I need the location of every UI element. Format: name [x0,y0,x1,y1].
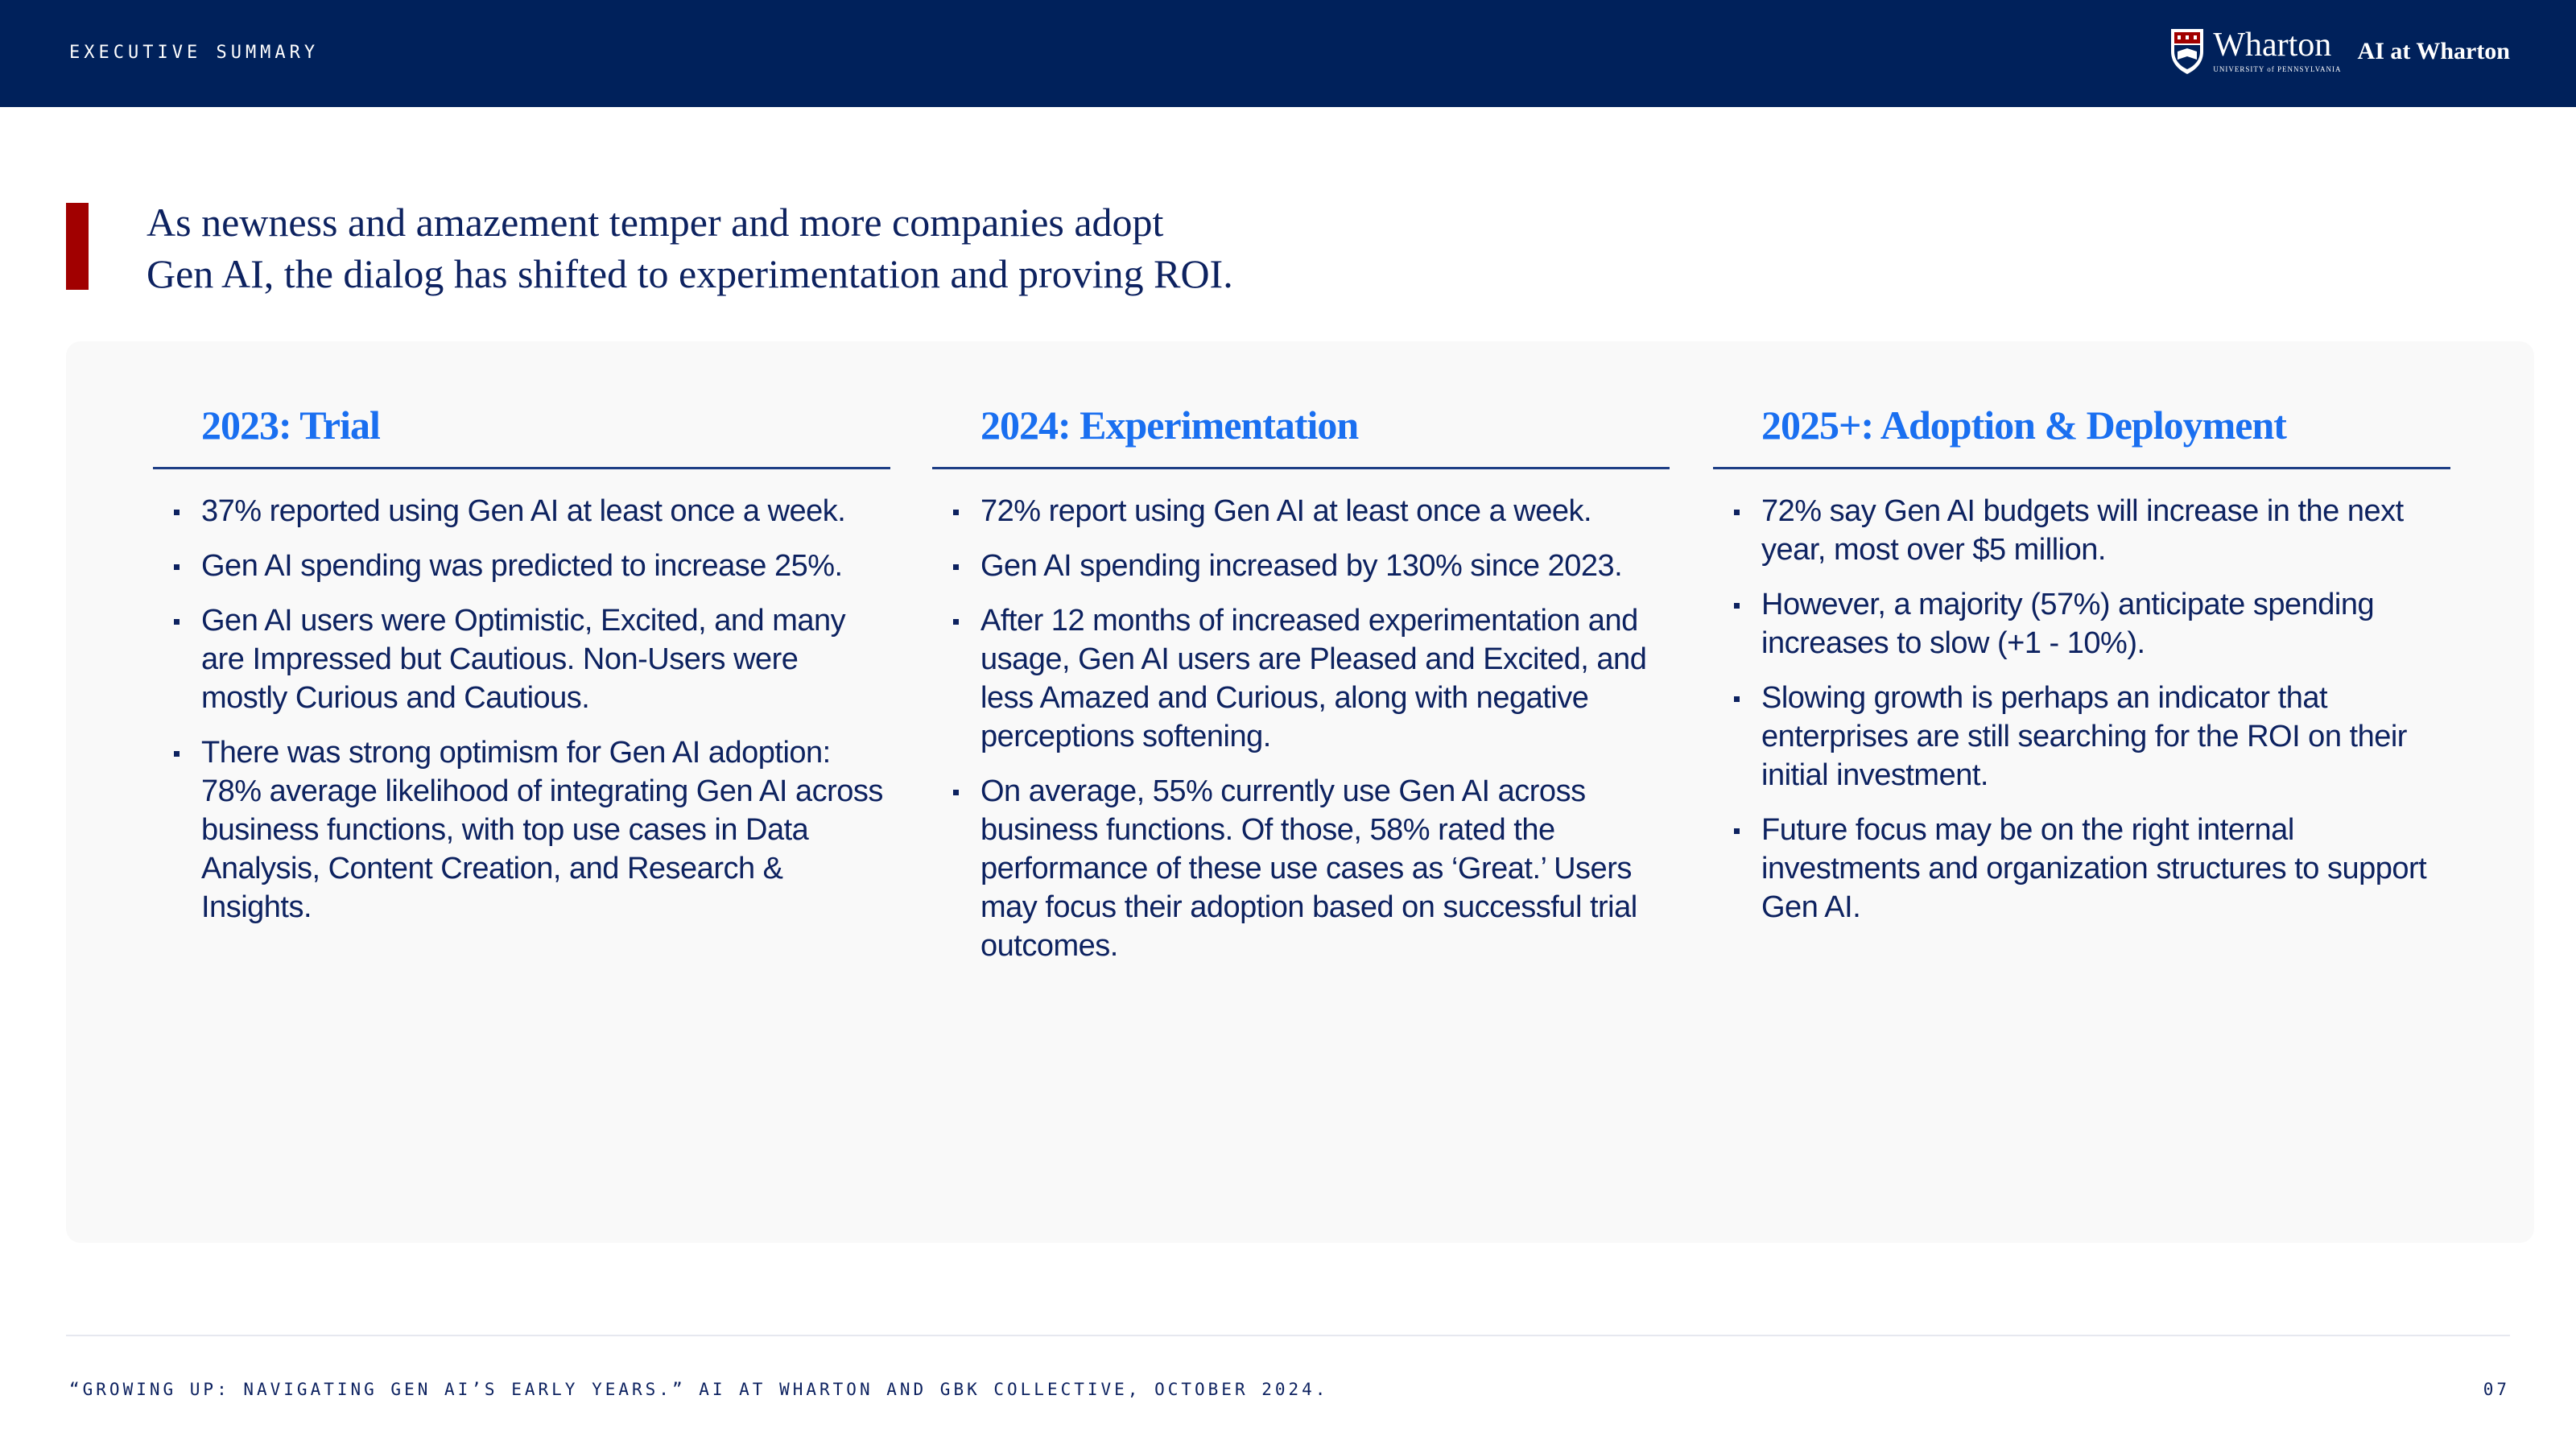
list-item: On average, 55% currently use Gen AI across business functions. Of those, 58% rated the performance of these use cases as ‘Great.’ Users may focus their adoption based on successful trial outcomes. [980,772,1670,965]
bullet-list [153,469,890,927]
list-item: After 12 months of increased experimentation and usage, Gen AI users are Pleased and Excited, and less Amazed and Curious, along with negative perceptions softening. [980,601,1670,756]
column-2023 [153,374,890,943]
bullet-list [1713,469,2450,927]
list-item: However, a majority (57%) anticipate spending increases to slow (+1 - 10%). [1761,585,2450,663]
list-item: There was strong optimism for Gen AI adoption: 78% average likelihood of integrating Gen AI across business functions, with top use cases in Data Analysis, Content Creation, and Research & Insights. [201,733,890,927]
section-label: EXECUTIVE SUMMARY [69,43,320,63]
wordmark-subtext: UNIVERSITY of PENNSYLVANIA [2213,65,2342,73]
summary-panel [66,341,2534,1243]
header-bar [0,0,2576,107]
footer-divider [66,1335,2510,1336]
list-item: Gen AI users were Optimistic, Excited, and many are Impressed but Cautious. Non-Users were mostly Curious and Cautious. [201,601,890,717]
brand-text: AI at Wharton [2357,38,2510,64]
page-title [147,196,1596,299]
list-item: Slowing growth is perhaps an indicator that enterprises are still searching for the ROI on their initial investment. [1761,679,2450,795]
bullet-list [932,469,1670,965]
list-item: Gen AI spending increased by 130% since 2023. [980,547,1670,585]
column-2025 [1713,374,2450,943]
list-item: Gen AI spending was predicted to increase 25%. [201,547,890,585]
list-item: 72% report using Gen AI at least once a week. [980,492,1670,530]
page-number: 07 [2483,1380,2510,1399]
brand-logo [2169,26,2510,77]
headline-accent-bar [66,203,89,290]
list-item: 72% say Gen AI budgets will increase in the next year, most over $5 million. [1761,492,2450,569]
penn-shield-icon [2169,27,2205,76]
wordmark-name: Wharton [2213,27,2332,64]
footer-citation: “GROWING UP: NAVIGATING GEN AI’S EARLY YEARS.” AI AT WHARTON AND GBK COLLECTIVE, OCTOBER 2024. [69,1380,1329,1399]
list-item: Future focus may be on the right internal investments and organization structures to support Gen AI. [1761,811,2450,927]
list-item: 37% reported using Gen AI at least once a week. [201,492,890,530]
column-heading: 2023: Trial [153,374,890,469]
page-title-line-2: Gen AI, the dialog has shifted to experimentation and proving ROI. [147,251,1233,296]
page-title-line-1: As newness and amazement temper and more companies adopt [147,200,1164,245]
column-heading: 2024: Experimentation [932,374,1670,469]
column-2024 [932,374,1670,981]
column-heading: 2025+: Adoption & Deployment [1713,374,2450,469]
wharton-wordmark [2213,28,2341,75]
